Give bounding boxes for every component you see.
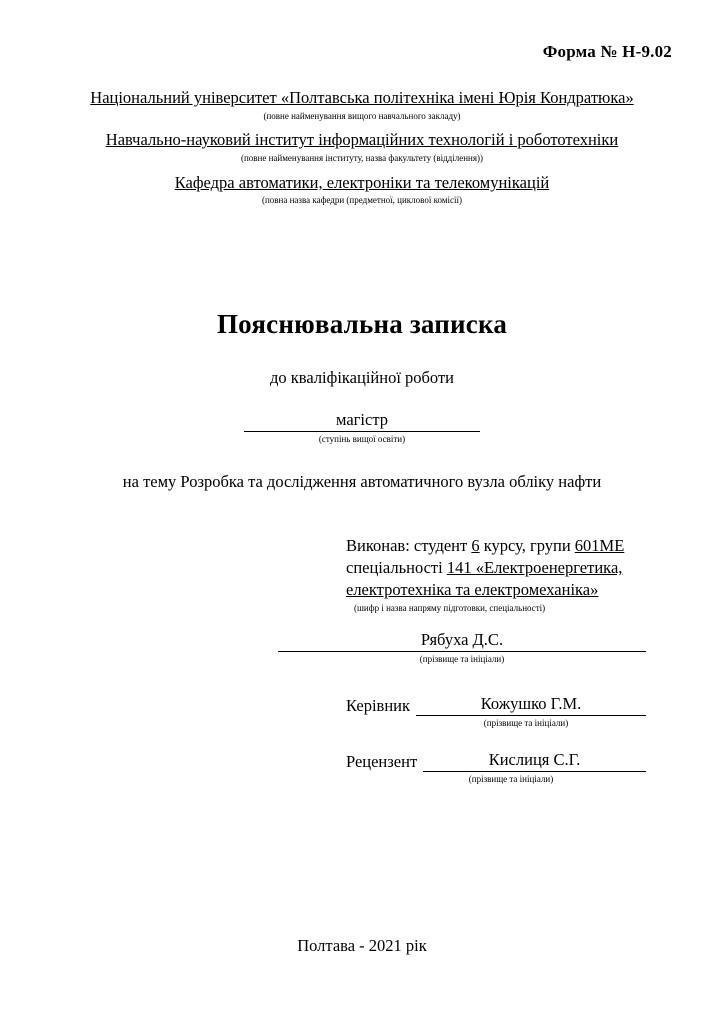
reviewer-row (346, 750, 646, 772)
supervisor-label: Керівник (346, 696, 411, 716)
reviewer-name: Кислиця С.Г. (423, 750, 646, 772)
institute-name: Навчально-науковий інститут інформаційних технологій і робототехніки (105, 130, 619, 150)
speciality-code: 141 (446, 558, 472, 578)
student-line1-prefix: Виконав: студент (346, 536, 472, 556)
speciality-name-text: «Електроенергетика, (475, 558, 623, 578)
student-course: 6 (471, 536, 480, 556)
author-name-caption: (прізвище та ініціали) (419, 654, 505, 665)
form-number: Форма № Н-9.02 (542, 42, 672, 61)
department-caption: (повна назва кафедри (предметної, циклової комісії) (261, 195, 463, 206)
student-block (346, 535, 676, 615)
university-caption: (повне найменування вищого навчального закладу) (263, 110, 461, 121)
supervisor-caption: (прізвище та ініціали) (483, 718, 569, 729)
author-signature-row (278, 630, 646, 652)
university-line (48, 88, 676, 109)
student-line-2 (346, 557, 676, 579)
supervisor-name: Кожушко Г.М. (416, 694, 646, 716)
speciality-prefix: спеціальності (346, 558, 447, 578)
work-theme: на тему Розробка та дослідження автоматичного вузла обліку нафти (122, 472, 602, 492)
author-signature-block (278, 630, 646, 664)
document-footer: Полтава - 2021 рік (297, 936, 427, 955)
reviewer-caption: (прізвище та ініціали) (468, 774, 554, 785)
institution-header (48, 88, 676, 206)
spacer (48, 164, 676, 173)
spacer (48, 121, 676, 130)
degree-caption: (ступінь вищої освіти) (318, 434, 406, 445)
degree-row (48, 410, 676, 432)
student-speciality-caption: (шифр і назва напряму підготовки, спеціальності) (354, 603, 546, 614)
degree-value: магістр (244, 410, 480, 432)
institute-line (48, 130, 676, 151)
document-subtitle: до кваліфікаційної роботи (269, 368, 454, 388)
reviewer-block (346, 750, 646, 784)
student-line-3: електротехніка та електромеханіка» (346, 580, 599, 600)
department-line (48, 173, 676, 194)
student-group: 601МЕ (574, 536, 625, 556)
university-name: Національний університет «Полтавська політехніка імені Юрія Кондратюка» (90, 88, 634, 107)
supervisor-block (346, 694, 646, 728)
author-name: Рябуха Д.С. (278, 630, 646, 652)
reviewer-label: Рецензент (346, 752, 418, 772)
supervisor-row (346, 694, 646, 716)
department-name: Кафедра автоматики, електроніки та телекомунікацій (174, 172, 550, 192)
student-line-1 (346, 535, 676, 557)
student-line1-mid: курсу, групи (479, 536, 575, 556)
document-title: Пояснювальна записка (216, 309, 508, 340)
institute-caption: (повне найменування інституту, назва факультету (відділення)) (240, 153, 483, 164)
